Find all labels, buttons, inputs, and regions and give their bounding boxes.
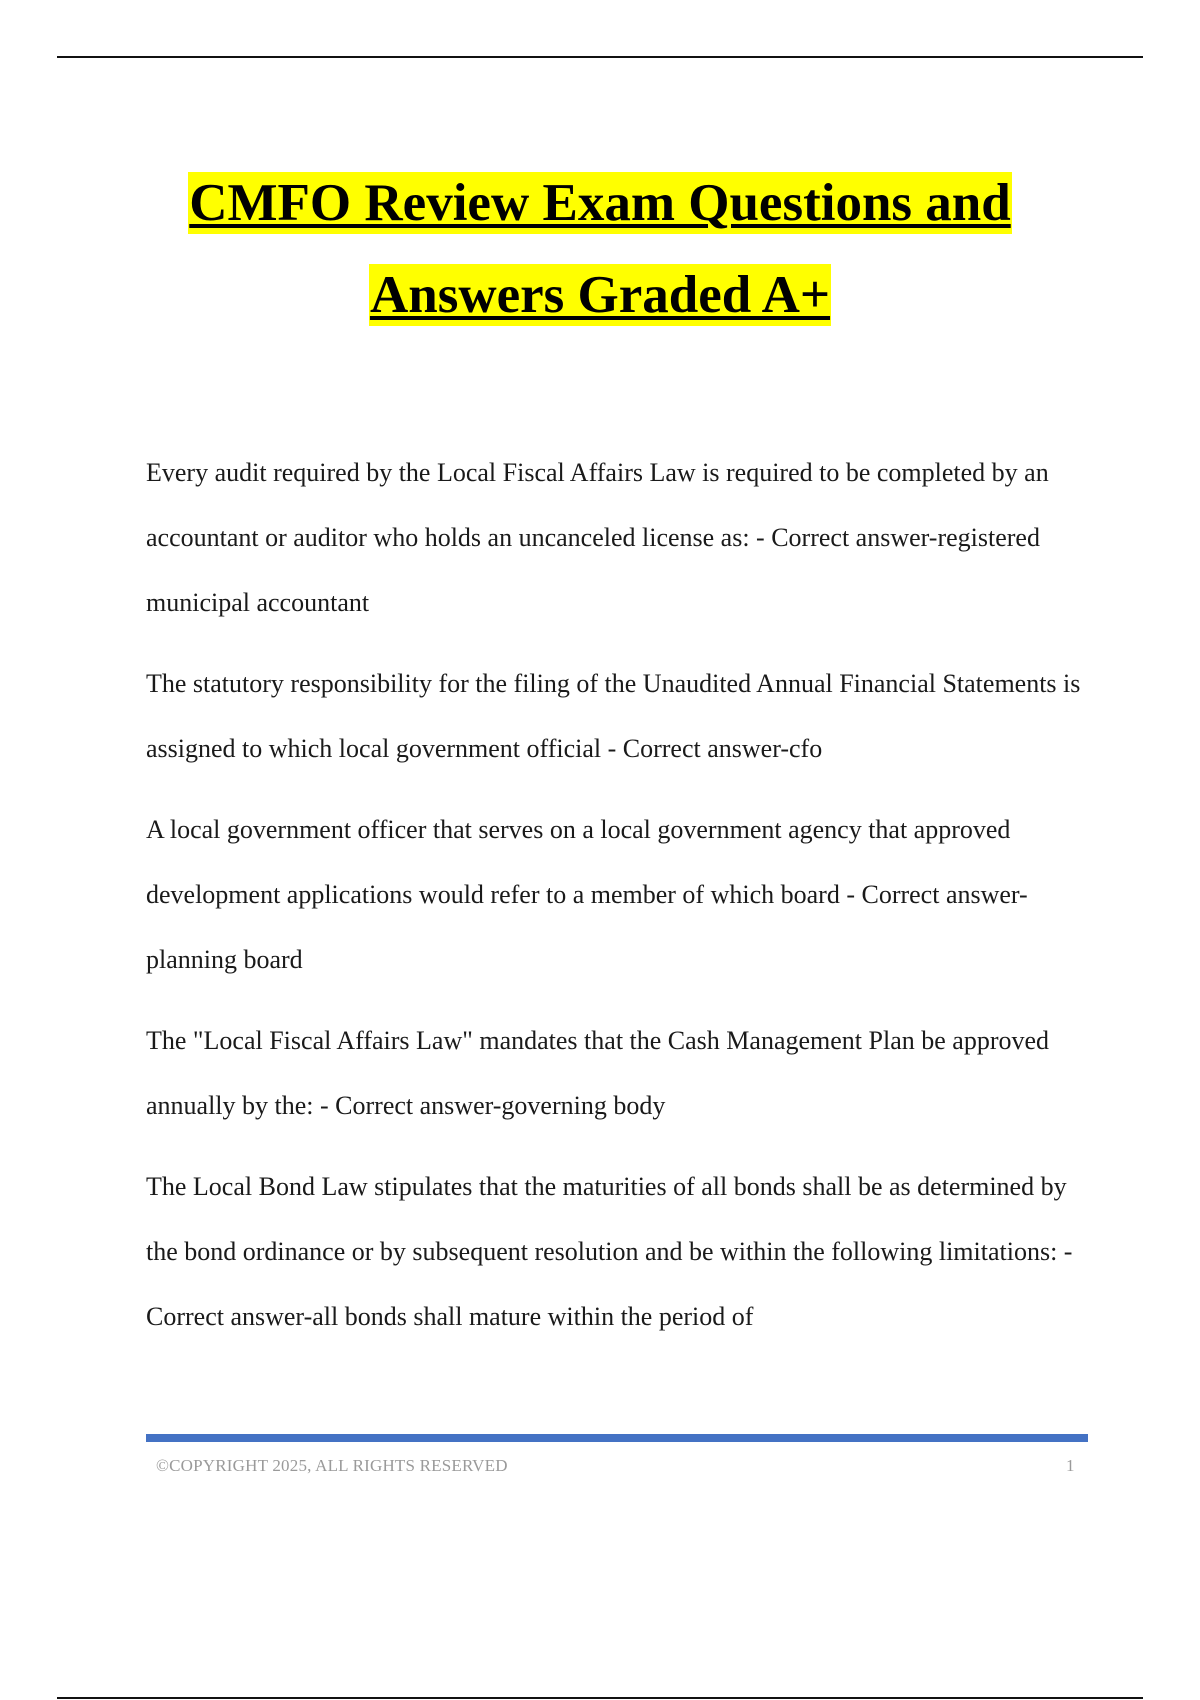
qa-entry-5: The Local Bond Law stipulates that the maturities of all bonds shall be as determined by the bond ordinance or by subsequent resolution and be within the following limitations: - Correct answer-all bonds shall mature within the period of [146, 1172, 1073, 1331]
title-line-2: Answers Graded A+ [369, 266, 831, 324]
document-title [0, 170, 1200, 354]
copyright-notice: ©COPYRIGHT 2025, ALL RIGHTS RESERVED [156, 1456, 508, 1475]
title-line-1: CMFO Review Exam Questions and [189, 174, 1011, 232]
bottom-rule [57, 1697, 1143, 1699]
qa-entry-4: The "Local Fiscal Affairs Law" mandates that the Cash Management Plan be approved annually by the: - Correct answer-governing body [146, 1026, 1050, 1120]
qa-entry-3: A local government officer that serves on a local government agency that approved development applications would refer to a member of which board - Correct answer-planning board [146, 815, 1028, 974]
footer-divider [146, 1434, 1088, 1442]
qa-entry-2: The statutory responsibility for the filing of the Unaudited Annual Financial Statements is assigned to which local government official - Correct answer-cfo [146, 669, 1081, 763]
question-answer-list [146, 440, 1096, 1349]
page-number: 1 [1066, 1456, 1075, 1475]
qa-entry-1: Every audit required by the Local Fiscal Affairs Law is required to be completed by an accountant or auditor who holds an uncanceled license as: - Correct answer-registered municipal accountant [146, 458, 1049, 617]
top-rule [57, 56, 1143, 58]
